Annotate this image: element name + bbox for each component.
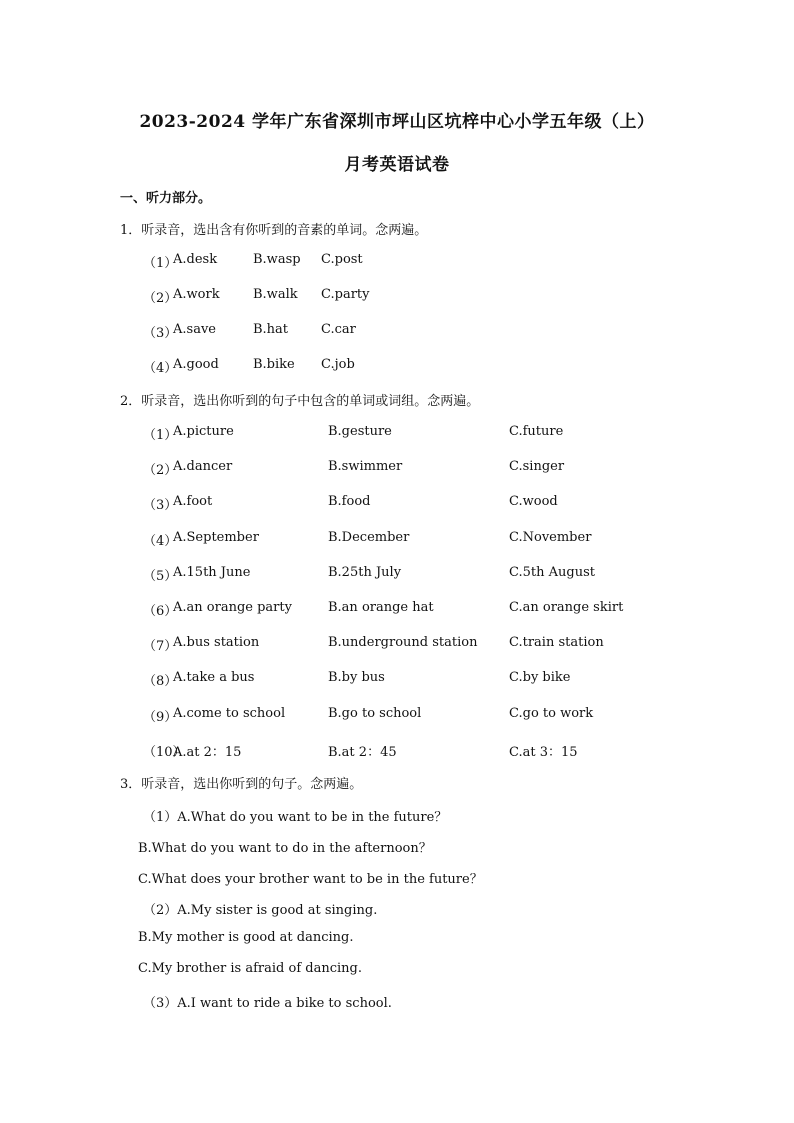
option-b: B.walk	[253, 287, 298, 302]
option-a: A.15th June	[173, 564, 251, 580]
question-3-line: （1）A.What do you want to be in the future？	[143, 810, 448, 825]
option-a: A.good	[173, 357, 219, 372]
option-c: C.by bike	[509, 670, 571, 686]
option-b: B.bike	[253, 357, 295, 372]
option-a: A.desk	[173, 252, 218, 267]
option-c: C.train station	[509, 635, 604, 651]
option-a: A.foot	[173, 494, 213, 510]
item-number: （9）	[143, 709, 178, 725]
item-number: （8）	[143, 674, 178, 690]
question-2-item-10	[143, 741, 703, 759]
option-c: C.5th August	[509, 564, 595, 580]
option-b: B.an orange hat	[328, 600, 434, 615]
option-a: A.bus station	[173, 635, 260, 651]
option-a: A.work	[173, 287, 220, 302]
page-title-line1: 2023-2024 学年广东省深圳市坪山区坑梓中心小学五年级（上）	[139, 112, 655, 132]
item-number: （4）	[143, 361, 178, 376]
question-2-item-3	[143, 494, 703, 512]
option-b: B.by bus	[328, 670, 385, 686]
option-c: C.singer	[509, 459, 565, 475]
option-c: C.go to work	[509, 705, 594, 721]
item-number: （3）	[143, 326, 178, 341]
item-number: （2）	[143, 291, 178, 306]
question-2-item-9	[143, 706, 703, 724]
option-c: C.wood	[509, 494, 558, 510]
item-number: （5）	[143, 568, 178, 584]
item-number: （1）	[143, 256, 178, 271]
question-2-item-4	[143, 530, 703, 548]
option-b: B.food	[328, 494, 371, 510]
question-2-item-2	[143, 459, 703, 477]
option-b: B.25th July	[328, 564, 402, 580]
item-number: （7）	[143, 639, 178, 655]
option-a: A.take a bus	[173, 670, 255, 686]
item-number: （2）	[143, 463, 178, 479]
question-1-item-3	[143, 322, 703, 340]
option-c: C.future	[509, 424, 564, 439]
question-1-item-1	[143, 252, 703, 270]
question-2-item-8	[143, 670, 703, 688]
option-c: C.an orange skirt	[509, 600, 624, 615]
question-3-line: C.My brother is afraid of dancing.	[138, 961, 362, 976]
item-number: （10）	[143, 744, 186, 760]
question-2-item-1	[143, 424, 703, 442]
question-3-line: （2）A.My sister is good at singing.	[143, 903, 378, 918]
option-c: C.November	[509, 529, 592, 545]
option-c: C.car	[321, 322, 356, 337]
question-2-item-7	[143, 635, 703, 653]
option-a: A.save	[173, 322, 216, 337]
question-1-item-2	[143, 287, 703, 305]
item-number: （1）	[143, 428, 178, 443]
option-a: A.September	[173, 529, 259, 545]
question-1-item-4	[143, 357, 703, 375]
page-title-line2: 月考英语试卷	[344, 155, 450, 175]
section-heading-listening: 一、听力部分。	[120, 191, 212, 206]
option-b: B.wasp	[253, 252, 301, 267]
option-b: B.swimmer	[328, 459, 403, 475]
item-number: （6）	[143, 604, 178, 619]
question-2-item-5	[143, 565, 703, 583]
option-a: A.an orange party	[173, 600, 292, 615]
question-3-line: B.My mother is good at dancing.	[138, 930, 354, 945]
item-number: （4）	[143, 533, 178, 549]
option-a: A.picture	[173, 424, 234, 439]
option-a: A.dancer	[173, 459, 233, 475]
option-c: C.party	[321, 287, 370, 302]
question-3-line: C.What does your brother want to be in the future？	[138, 872, 483, 887]
option-b: B.gesture	[328, 424, 392, 439]
option-b: B.go to school	[328, 705, 422, 721]
question-3-line: （3）A.I want to ride a bike to school.	[143, 996, 392, 1011]
option-a: A.at 2：15	[173, 744, 242, 760]
option-b: B.at 2：45	[328, 744, 397, 760]
option-c: C.job	[321, 357, 355, 372]
question-2-item-6	[143, 600, 703, 618]
option-c: C.at 3：15	[509, 744, 578, 760]
question-1-prompt: 1．听录音，选出含有你听到的音素的单词。念两遍。	[120, 223, 428, 238]
question-3-line: B.What do you want to do in the afternoon？	[138, 841, 432, 856]
option-b: B.hat	[253, 322, 289, 337]
item-number: （3）	[143, 498, 178, 514]
option-c: C.post	[321, 252, 363, 267]
question-2-prompt: 2．听录音，选出你听到的句子中包含的单词或词组。念两遍。	[120, 394, 480, 409]
option-a: A.come to school	[173, 705, 286, 721]
option-b: B.December	[328, 529, 410, 545]
option-b: B.underground station	[328, 635, 478, 651]
question-3-prompt: 3．听录音，选出你听到的句子。念两遍。	[120, 777, 363, 792]
